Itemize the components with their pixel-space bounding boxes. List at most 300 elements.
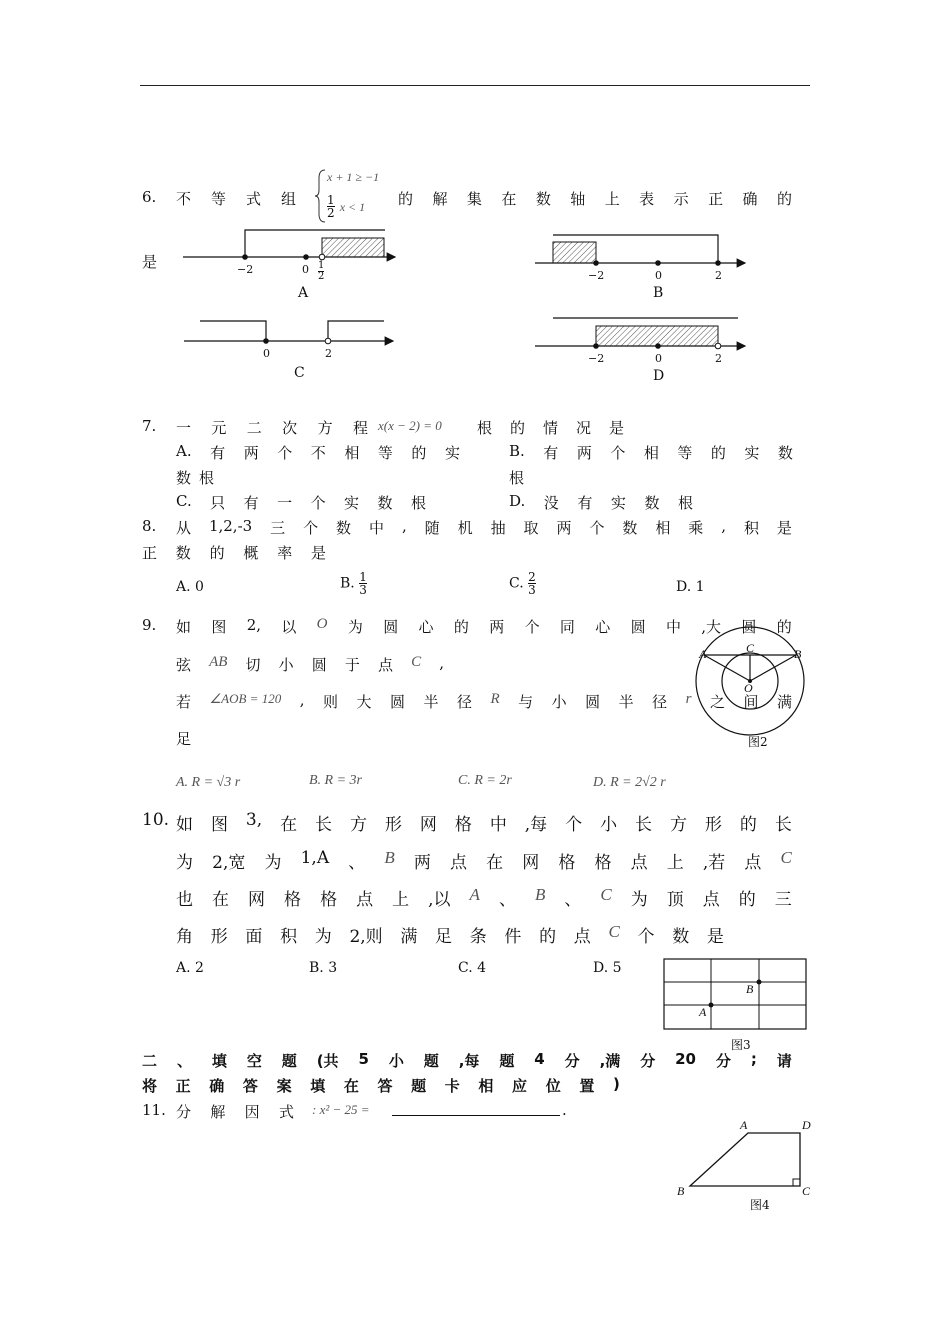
text-fragment: , <box>721 517 727 535</box>
text-fragment: 4 <box>534 1050 545 1068</box>
text-fragment: , <box>401 517 407 535</box>
text-fragment: 分 <box>176 1103 192 1121</box>
tick-label: 0 <box>655 352 662 365</box>
text-fragment: 分 <box>715 1052 731 1070</box>
text-fragment: 在 <box>343 1077 359 1095</box>
text-fragment: 半 <box>423 693 439 711</box>
q9-line-4: 足 <box>176 730 192 748</box>
text-fragment: 次 <box>282 419 298 437</box>
fig4-trapezoid <box>680 1125 810 1195</box>
text-fragment: ,满 <box>599 1052 621 1070</box>
text-fragment: B. <box>509 442 525 460</box>
text-fragment: ; <box>750 1050 757 1068</box>
text-fragment: 不 <box>310 444 326 462</box>
text-fragment: 个 <box>310 494 326 512</box>
text-fragment: 填 <box>211 1052 227 1070</box>
text-fragment: 数 <box>644 494 660 512</box>
text-fragment: 答 <box>377 1077 393 1095</box>
text-fragment: 的 <box>411 444 427 462</box>
q11-period: . <box>562 1101 567 1119</box>
text-fragment: 实 <box>344 494 360 512</box>
text-fragment: 两 <box>576 444 592 462</box>
text-fragment: 5 <box>358 1050 369 1068</box>
text-fragment: 请 <box>776 1052 792 1070</box>
text-fragment: R <box>490 691 500 707</box>
text-fragment: 一 <box>176 419 192 437</box>
text-fragment: ∠AOB = 120 <box>209 691 282 706</box>
text-fragment: 个 <box>303 519 319 537</box>
text-fragment: 只 <box>210 494 226 512</box>
text-fragment: 三 <box>270 519 286 537</box>
text-fragment: 有 <box>577 494 593 512</box>
text-fragment: 圆 <box>741 618 757 636</box>
tick-label: 2 <box>715 269 722 282</box>
text-fragment: 两 <box>489 618 505 636</box>
q7-option-c <box>176 492 426 513</box>
text-fragment: 实 <box>744 444 760 462</box>
text-fragment: 为 <box>176 853 193 873</box>
text-fragment: 随 <box>424 519 440 537</box>
text-fragment: 点 <box>630 853 648 873</box>
q10-line-2 <box>176 848 792 873</box>
text-fragment: 两 <box>243 444 259 462</box>
text-fragment: 如 <box>176 618 192 636</box>
text-fragment: 格 <box>454 815 472 835</box>
text-fragment: 积 <box>280 927 298 947</box>
q7-option-d <box>509 492 693 513</box>
text-fragment: 相 <box>643 444 659 462</box>
text-fragment: 相 <box>655 519 671 537</box>
text-fragment: 圆 <box>585 693 601 711</box>
text-fragment: 在 <box>212 890 230 910</box>
option-c-label: C <box>294 365 305 381</box>
text-fragment: 分 <box>640 1052 656 1070</box>
text-fragment: 的 <box>739 815 757 835</box>
text-fragment: 表 <box>639 190 655 208</box>
text-fragment: 心 <box>595 618 611 636</box>
text-fragment: 位 <box>545 1077 561 1095</box>
tick-label: 2 <box>325 347 332 360</box>
text-fragment: 点 <box>377 656 393 674</box>
q11-number: 11. <box>142 1101 166 1119</box>
text-fragment: 小 <box>600 815 618 835</box>
text-fragment: 两 <box>413 853 431 873</box>
text-fragment: 等 <box>677 444 693 462</box>
text-fragment: 2 <box>327 206 335 220</box>
text-fragment: 圆 <box>630 618 646 636</box>
text-fragment: 1 <box>318 260 325 271</box>
text-fragment: 间 <box>743 693 759 711</box>
text-fragment: x + 1 ≥ −1 <box>327 170 380 184</box>
text-fragment: 网 <box>248 890 266 910</box>
text-fragment: 个 <box>277 444 293 462</box>
text-fragment: 正 <box>708 190 724 208</box>
option-d-label: D <box>653 368 665 384</box>
tick-label: −2 <box>588 352 605 365</box>
q7-equation: x(x − 2) = 0 <box>378 418 442 433</box>
fig3-caption: 图3 <box>731 1038 751 1052</box>
text-fragment: 的 <box>509 419 525 437</box>
q10-option-d: D. 5 <box>593 960 622 976</box>
text-fragment: 20 <box>675 1050 696 1068</box>
q7-stem-tail <box>477 417 624 438</box>
q9-figure-concentric-circles <box>694 621 806 736</box>
section-2-line-1 <box>142 1050 792 1071</box>
text-fragment: 2, <box>246 616 261 634</box>
text-fragment: 分 <box>564 1052 580 1070</box>
brace-icon <box>313 168 327 224</box>
q9-line-2 <box>176 654 444 675</box>
q7-option-a-cont: 数根 <box>176 469 223 487</box>
fig4-label-b: B <box>677 1184 685 1198</box>
text-fragment: 以 <box>281 618 297 636</box>
fig2-caption: 图2 <box>748 735 768 749</box>
q11-stem <box>176 1101 294 1122</box>
text-fragment: r <box>685 691 692 707</box>
q6-stem-end: 是 <box>142 253 158 271</box>
text-fragment: 是 <box>310 544 326 562</box>
q8-option-c <box>509 571 536 596</box>
text-fragment: 况 <box>575 419 591 437</box>
q9-option-c: C. R = 2r <box>458 773 512 788</box>
text-fragment: 示 <box>673 190 689 208</box>
fig2-label-b: B <box>794 647 802 661</box>
text-fragment: 式 <box>245 190 261 208</box>
text-fragment: 点 <box>356 890 374 910</box>
text-fragment: 有 <box>210 444 226 462</box>
text-fragment: 个 <box>610 444 626 462</box>
text-fragment: 的 <box>710 444 726 462</box>
text-fragment: 二 <box>142 1052 158 1070</box>
text-fragment: 不 <box>176 190 192 208</box>
q9-option-a: A. R = √3 r <box>176 775 241 790</box>
q8-option-d: D. 1 <box>676 579 705 595</box>
text-fragment: 方 <box>669 815 687 835</box>
text-fragment: 与 <box>518 693 534 711</box>
text-fragment: C <box>600 885 612 904</box>
text-fragment: 数 <box>672 927 690 947</box>
text-fragment: 有 <box>543 444 559 462</box>
text-fragment: 程 <box>352 419 368 437</box>
text-fragment: 相 <box>478 1077 494 1095</box>
q7-number: 7. <box>142 417 157 435</box>
text-fragment: ,大 <box>701 618 722 636</box>
text-fragment: 弦 <box>176 656 192 674</box>
text-fragment: 足 <box>435 927 453 947</box>
text-fragment: 抽 <box>490 519 506 537</box>
text-fragment: 解 <box>432 190 448 208</box>
text-fragment: 个 <box>589 519 605 537</box>
q9-option-b: B. R = 3r <box>309 773 362 788</box>
header-rule <box>140 85 810 86</box>
fig4-caption: 图4 <box>750 1198 770 1212</box>
text-fragment: 长 <box>774 815 792 835</box>
text-fragment: 正 <box>142 544 158 562</box>
text-fragment: 3 <box>359 583 367 597</box>
text-fragment: 情 <box>542 419 558 437</box>
text-fragment: 解 <box>210 1103 226 1121</box>
text-fragment: 如 <box>176 815 193 835</box>
text-fragment: 、 <box>564 890 582 910</box>
text-fragment: 点 <box>744 853 762 873</box>
text-fragment: 在 <box>280 815 298 835</box>
text-fragment: 数 <box>535 190 551 208</box>
text-fragment: 式 <box>278 1103 294 1121</box>
text-fragment: 元 <box>211 419 227 437</box>
text-fragment: x < 1 <box>339 200 366 214</box>
text-fragment: 数 <box>377 494 393 512</box>
text-fragment: ,若 <box>702 853 726 873</box>
text-fragment: 方 <box>350 815 367 835</box>
text-fragment: 空 <box>246 1052 262 1070</box>
text-fragment: 在 <box>501 190 517 208</box>
q8-line-1 <box>176 517 792 538</box>
text-fragment: 圆 <box>311 656 327 674</box>
text-fragment: 等 <box>210 190 226 208</box>
text-fragment: 轴 <box>570 190 586 208</box>
text-fragment: 没 <box>543 494 559 512</box>
text-fragment: 题 <box>423 1052 439 1070</box>
q11-expression: : x² − 25 = <box>312 1102 370 1117</box>
text-fragment: 2 <box>318 271 325 282</box>
text-fragment: 积 <box>743 519 759 537</box>
q6-stem-tail <box>398 188 792 209</box>
fig3-label-a: A <box>699 1005 707 1019</box>
text-fragment: 卡 <box>444 1077 460 1095</box>
text-fragment: 题 <box>499 1052 515 1070</box>
fig3-label-b: B <box>746 982 754 996</box>
text-fragment: 的 <box>539 927 557 947</box>
text-fragment: 形 <box>704 815 722 835</box>
text-fragment: 数 <box>622 519 638 537</box>
text-fragment: 图 <box>211 618 227 636</box>
text-fragment: 长 <box>635 815 653 835</box>
text-fragment: 将 <box>142 1077 158 1095</box>
text-fragment: 置 <box>579 1077 595 1095</box>
text-fragment: 确 <box>209 1077 225 1095</box>
text-fragment: 点 <box>450 853 467 873</box>
text-fragment: 为 <box>630 890 648 910</box>
text-fragment: 心 <box>418 618 434 636</box>
text-fragment: 1,A <box>300 848 330 868</box>
text-fragment: 、 <box>176 1052 192 1070</box>
text-fragment: 1,2,-3 <box>208 517 253 535</box>
text-fragment: 根 <box>410 494 426 512</box>
text-fragment: 也 <box>176 890 193 910</box>
tick-label: 2 <box>715 352 722 365</box>
text-fragment: 形 <box>384 815 402 835</box>
text-fragment: 是 <box>608 419 624 437</box>
text-fragment: 案 <box>276 1077 292 1095</box>
text-fragment: 二 <box>246 419 262 437</box>
text-fragment: 长 <box>315 815 333 835</box>
text-fragment: 题 <box>411 1077 427 1095</box>
option-b-label: B <box>653 285 664 301</box>
text-fragment: 是 <box>776 519 792 537</box>
tick-label-half <box>318 261 324 282</box>
tick-label: 0 <box>655 269 662 282</box>
text-fragment: C <box>780 848 792 867</box>
text-fragment: 根 <box>677 494 693 512</box>
q10-line-3 <box>176 885 792 910</box>
text-fragment: 的 <box>776 618 792 636</box>
q6-number: 6. <box>142 188 157 206</box>
text-fragment: 数 <box>175 544 191 562</box>
fig2-label-c: C <box>746 641 755 655</box>
text-fragment: 2 <box>528 570 536 584</box>
text-fragment: 为 <box>314 927 332 947</box>
text-fragment: 的 <box>453 618 469 636</box>
text-fragment: O <box>316 616 328 632</box>
text-fragment: 从 <box>176 519 192 537</box>
text-fragment: 相 <box>344 444 360 462</box>
text-fragment: 则 <box>322 693 338 711</box>
text-fragment: 根 <box>477 419 493 437</box>
text-fragment: 满 <box>400 927 418 947</box>
text-fragment: 径 <box>652 693 668 711</box>
text-fragment: 中 <box>369 519 385 537</box>
section-2-line-2 <box>142 1075 620 1096</box>
q10-figure-grid <box>663 957 809 1031</box>
text-fragment: 若 <box>176 693 192 711</box>
text-fragment: 面 <box>245 927 263 947</box>
text-fragment: ,每 <box>524 815 548 835</box>
q9-number: 9. <box>142 616 157 634</box>
text-fragment: 格 <box>594 853 612 873</box>
tick-label: 0 <box>302 263 309 276</box>
text-fragment: 网 <box>522 853 540 873</box>
text-fragment: 数 <box>336 519 352 537</box>
text-fragment: 的 <box>776 190 792 208</box>
text-fragment: 集 <box>466 190 482 208</box>
text-fragment: 1 <box>359 570 367 584</box>
q10-number: 10. <box>142 810 170 830</box>
tick-label: −2 <box>237 263 254 276</box>
text-fragment: 件 <box>504 927 522 947</box>
text-fragment: 取 <box>523 519 539 537</box>
text-fragment: 网 <box>419 815 437 835</box>
text-fragment: 半 <box>618 693 634 711</box>
text-fragment: 、 <box>348 853 366 873</box>
text-fragment: 为 <box>347 618 363 636</box>
text-fragment: 小 <box>388 1052 404 1070</box>
text-fragment: 机 <box>457 519 473 537</box>
text-fragment: 方 <box>317 419 333 437</box>
text-fragment: 组 <box>280 190 296 208</box>
text-fragment: 顶 <box>666 890 684 910</box>
text-fragment: C. <box>509 575 524 592</box>
text-fragment: , <box>439 654 444 672</box>
q6-number-lines <box>0 220 950 390</box>
text-fragment: 的 <box>398 190 414 208</box>
q10-line-1 <box>176 810 792 835</box>
text-fragment: 两 <box>556 519 572 537</box>
fig2-label-o: O <box>744 681 753 695</box>
text-fragment: 的 <box>738 890 756 910</box>
text-fragment: C <box>411 654 422 670</box>
text-fragment: 2,宽 <box>212 853 246 873</box>
text-fragment: 个 <box>524 618 540 636</box>
text-fragment: 小 <box>551 693 567 711</box>
text-fragment: 格 <box>320 890 338 910</box>
q6-stem <box>176 188 296 209</box>
text-fragment: 图 <box>210 815 228 835</box>
text-fragment: AB <box>209 654 228 670</box>
text-fragment: A. <box>176 442 192 460</box>
q10-line-4 <box>176 922 724 947</box>
text-fragment: 率 <box>277 544 293 562</box>
q7-option-b-cont: 根 <box>509 469 525 487</box>
text-fragment: , <box>299 691 305 709</box>
q8-option-a: A. 0 <box>176 579 204 595</box>
text-fragment: 1 <box>327 193 335 207</box>
text-fragment: ,以 <box>428 890 451 910</box>
text-fragment: 大 <box>356 693 372 711</box>
text-fragment: 有 <box>243 494 259 512</box>
text-fragment: C. <box>176 492 192 510</box>
text-fragment: 形 <box>210 927 228 947</box>
tick-label: 0 <box>263 347 270 360</box>
q10-option-a: A. 2 <box>176 960 204 976</box>
text-fragment: 上 <box>666 853 684 873</box>
text-fragment: 同 <box>559 618 575 636</box>
option-a-number-line <box>183 230 395 260</box>
q11-answer-blank[interactable] <box>392 1101 560 1116</box>
text-fragment: 切 <box>245 656 261 674</box>
text-fragment: 题 <box>281 1052 297 1070</box>
option-d-number-line <box>535 318 745 349</box>
text-fragment: 个 <box>637 927 655 947</box>
text-fragment: 是 <box>706 927 724 947</box>
text-fragment: 确 <box>742 190 758 208</box>
text-fragment: B <box>384 848 395 867</box>
fig4-label-a: A <box>740 1118 748 1132</box>
q6-inequality-system <box>313 168 393 224</box>
text-fragment: 等 <box>377 444 393 462</box>
text-fragment: ,每 <box>458 1052 480 1070</box>
text-fragment: C <box>608 922 620 941</box>
q8-line-2 <box>142 542 326 563</box>
text-fragment: 填 <box>310 1077 326 1095</box>
text-fragment: B. <box>340 575 355 592</box>
q10-option-b: B. 3 <box>309 960 338 976</box>
text-fragment: 上 <box>392 890 410 910</box>
text-fragment: 数 <box>777 444 793 462</box>
text-fragment: 答 <box>242 1077 258 1095</box>
text-fragment: 的 <box>209 544 225 562</box>
text-fragment: 概 <box>243 544 259 562</box>
fig4-label-d: D <box>802 1118 811 1132</box>
text-fragment: 正 <box>175 1077 191 1095</box>
text-fragment: 中 <box>489 815 507 835</box>
text-fragment: 中 <box>665 618 681 636</box>
text-fragment: 点 <box>573 927 591 947</box>
text-fragment: 条 <box>469 927 487 947</box>
text-fragment: (共 <box>316 1052 339 1070</box>
text-fragment: 点 <box>702 890 720 910</box>
text-fragment: 于 <box>344 656 360 674</box>
text-fragment: 应 <box>512 1077 528 1095</box>
text-fragment: B <box>534 885 546 904</box>
text-fragment: 因 <box>244 1103 260 1121</box>
q7-option-b <box>509 442 793 463</box>
q8-option-b <box>340 571 367 596</box>
text-fragment: 格 <box>558 853 576 873</box>
text-fragment: 之 <box>709 693 725 711</box>
text-fragment: 径 <box>456 693 472 711</box>
q8-number: 8. <box>142 517 157 535</box>
fig2-label-a: A <box>699 647 707 661</box>
